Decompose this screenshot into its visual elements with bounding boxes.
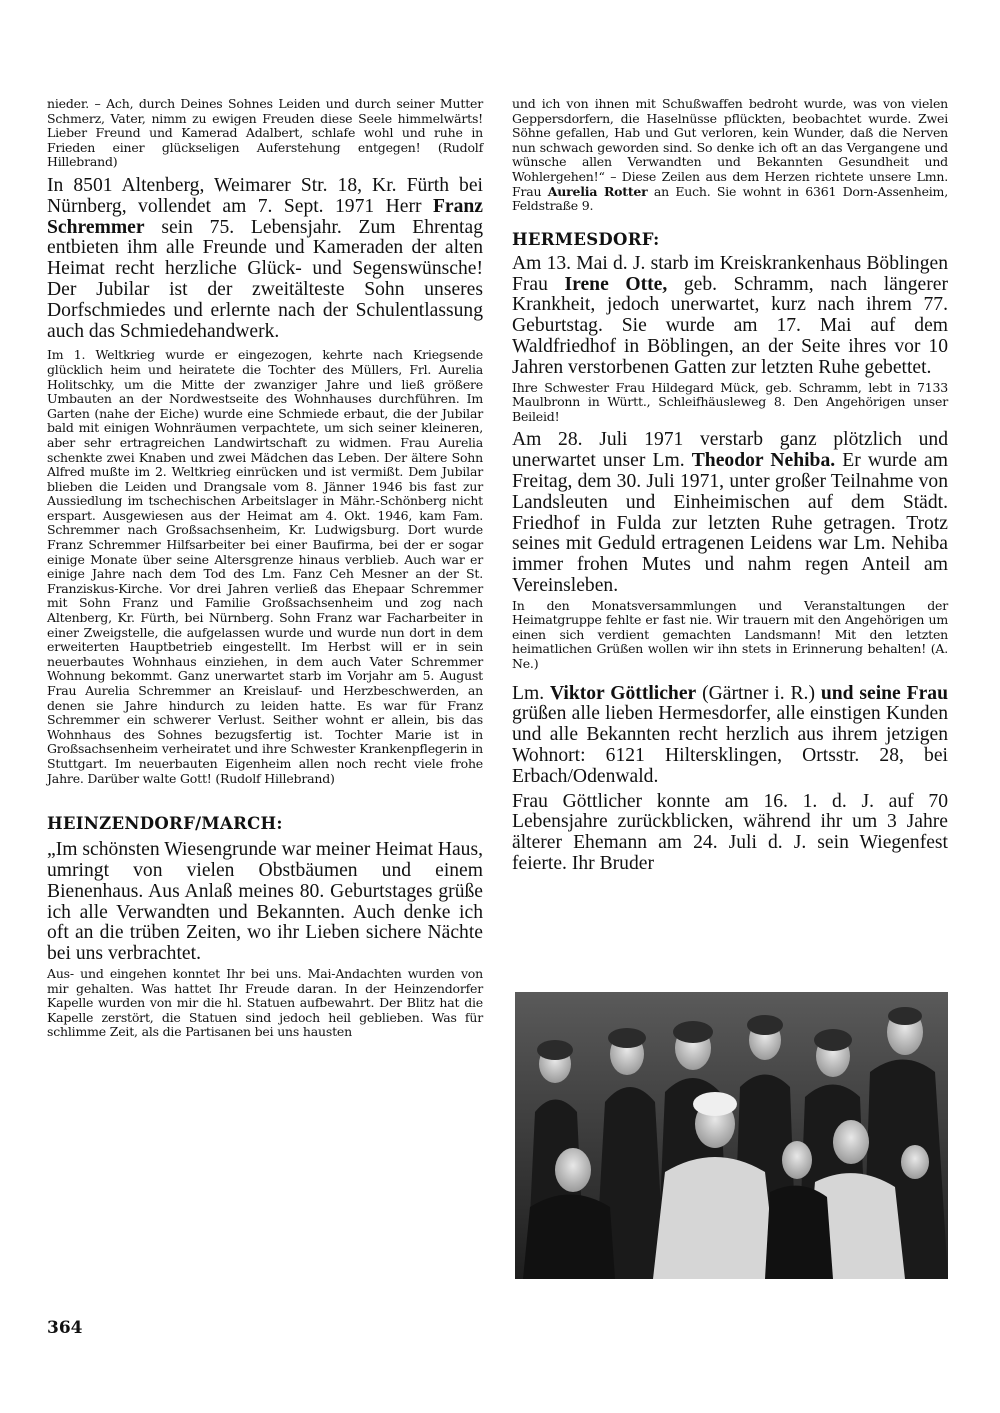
section-heading-heinzendorf: HEINZENDORF/MARCH: [47,814,283,834]
greeting-quote: „Im schönsten Wiesengrunde war meiner Heimat Haus, umringt von vielen Obstbäumen und einem Bienenhaus. Aus Anlaß meines 80. Geburtstages grüße ich alle Verwandten und Bekannten. Auch denke ich oft an die trüben Zeiten, wo ihr Lieben sichere Nächte bei uns verbrachtet. [47,839,483,965]
family-photo [515,992,948,1279]
section-heading-hermesdorf: HERMESDORF: [512,229,660,249]
notice-text-end: geb. Schramm, nach längerer Krankheit, jedoch unerwartet, kurz nach ihrem 77. Geburtstag. Sie wurde am 17. Mai auf dem Waldfriedhof in Böblingen, an der Seite ihres vor 10 Jahren verstorbenen Gatten zur letzten Ruhe gebettet. [512,273,948,378]
birthday-announcement [47,176,483,342]
continuation-text-end: an Euch. Sie wohnt in 6361 Dorn-Assenheim, Feldstraße 9. [512,183,948,214]
greeting-text-start: Lm. [512,682,545,704]
biography-paragraph: Im 1. Weltkrieg wurde er eingezogen, kehrte nach Kriegsende glücklich heim und heiratete die Tochter des Müllers, Frl. Aurelia Holitschky, um die Mitte der zwanziger Jahre und ließ größere Umbauten an der Nordwestseite des Wohnhauses durchführen. Im Garten (nahe der Eiche) wurde eine Schmiede erbaut, die der Jubilar bald mit einigen Wohnräumen verpachtete, um sich seiner kleineren, aber sehr ertragreichen Landwirtschaft zu widmen. Frau Aurelia schenkte zwei Knaben und zwei Mädchen das Leben. Der ältere Sohn Alfred mußte im 2. Weltkrieg einrücken und ist vermißt. Dem Jubilar blieben die Leiden und Drangsale vom 8. Jänner 1946 bis fast zur Aussiedlung im tschechischen Arbeitslager in Mähr.-Schönberg nicht erspart. Ausgewiesen aus der Heimat am 4. Okt. 1946, kam Fam. Schremmer nach Großsachsenheim, Kr. Ludwigsburg. Dort wurde Franz Schremmer Hilfsarbeiter bei einer Baufirma, bei der er sogar einige Monate über seine Altersgrenze hinaus verblieb. Auch war er einige Jahre nach dem Tod des Lm. Fanz Ceh Mesner an der St. Franziskus-Kirche. Vor drei Jahren verließ das Ehepaar Schremmer mit Sohn Franz und Familie Großsachsenheim und zog nach Altenberg, Kr. Fürth, bei Nürnberg. Sohn Franz war Facharbeiter in einer Zweigstelle, die aufgelassen wurde und wurde nun dort in dem erweiterten Hauptbetrieb eingestellt. Im Herbst will er in sein neuerbautes Wohnhaus einziehen, in dem auch Vater Schremmer Wohnung bekommt. Ganz unerwartet starb im Vorjahr am 5. August Frau Aurelia Schremmer an Kreislauf- und Herzbeschwerden, an denen sie Jahre hindurch zu leiden hatte. Es war für Franz Schremmer ein schwerer Verlust. Seither wohnt er allein, bis das Wohnhaus des Sohnes bezugsfertig ist. Tochter Marie ist in Großsachsenheim verheiratet und ihre Schwester Krankenpflegerin in Stuttgart. Im neuerbauten Eigenheim allen noch recht viele frohe Jahre. Darüber walte Gott! (Rudolf Hillebrand) [47,347,483,786]
anniversary-paragraph: Frau Göttlicher konnte am 16. 1. d. J. auf 70 Lebensjahre zurückblicken, während ihr um 3 Jahre älterer Ehemann am 24. Juli d. J. sein Wiegenfest feierte. Ihr Bruder [512,790,948,875]
obituary-closing-paragraph: nieder. – Ach, durch Deines Sohnes Leiden und durch seiner Mutter Schmerz, Vater, nimm zu ewigen Freuden diese Seele himmelwärts! Lieber Freund und Kamerad Adalbert, schlafe wohl und ruhe in Frieden einer glückseligen Auferstehung entgegen! (Rudolf Hillebrand) [47,96,483,170]
left-column [47,97,483,1040]
person-name: Franz Schremmer [47,195,483,238]
notice-text-start: Am 28. Juli 1971 verstarb ganz plötzlich und unerwartet unser Lm. [512,429,948,472]
person-name: Irene Otte, [564,273,668,295]
greeting-memories: Aus- und eingehen konntet Ihr bei uns. Mai-Andachten wurden von mir gehalten. Was hattet Ihr Freude daran. In der Heinzendorfer Kapelle wurden von mir die hl. Statuen aufbewahrt. Der Blitz hat die Kapelle zerstört, die Statuen sind jedoch heil geblieben. Was für schlimme Zeit, als die Partisanen bei uns hausten [47,965,483,1040]
death-notice-nehiba [512,430,948,596]
person-name: Viktor Göttlicher [549,682,697,704]
notice-text-end: Er wurde am Freitag, dem 30. Juli 1971, unter großer Teilnahme von Landsleuten und Einheimischen auf dem Städt. Friedhof in Fulda zur letzten Ruhe getragen. Trotz seines mit Geduld ertragenen Leidens war Lm. Nehiba immer frohen Mutes und nahm regen Anteil am Vereinsleben. [512,450,948,596]
death-notice-otte [512,254,948,379]
page-number: 364 [47,1318,83,1338]
mourning-paragraph: In den Monatsversammlungen und Veranstaltungen der Heimatgruppe fehlte er fast nie. Wir trauern mit den Angehörigen um einen sich verdient gemachten Landsmann! Mit den letzten heimatlichen Grüßen wollen wir ihn stets in Erinnerung behalten! (A. Ne.) [512,597,948,672]
condolence-paragraph: Ihre Schwester Frau Hildegard Mück, geb. Schramm, lebt in 7133 Maulbronn in Württ., Schleifhäusleweg 8. Den Angehörigen unser Beileid! [512,379,948,424]
notice-text-start: Am 13. Mai d. J. starb im Kreiskrankenhaus Böblingen Frau [512,252,948,295]
greeting-continuation [512,97,948,214]
person-name: Aurelia Rotter [547,183,648,199]
right-column [512,97,948,875]
occupation-note: (Gärtner i. R.) [702,682,815,704]
continuation-text-start: und ich von ihnen mit Schußwaffen bedroht wurde, was von vielen Geppersdorfern, die Haselnüsse pflückten, beobachtet wurde. Zwei Söhne gefallen, Hab und Gut verloren, kein Wunder, daß die Nerven nun schwach geworden sind. So denke ich oft an das Vergangene und wünsche allen Verwandten und Bekannten Gesundheit und Wohlergehen!“ – Diese Zeilen aus dem Herzen richtete unsere Lmn. Frau [512,96,948,199]
spouse-mention: und seine Frau [820,682,948,704]
announcement-text-end: sein 75. Lebensjahr. Zum Ehrentag entbieten ihm alle Freunde und Kameraden der alten Heimat recht herzliche Glück- und Segenswünsche! Der Jubilar ist der zweitälteste Sohn unseres Dorfschmiedes und erlernte nach der Schulentlassung auch das Schmiedehandwerk. [47,216,483,342]
announcement-text-start: In 8501 Altenberg, Weimarer Str. 18, Kr. Fürth bei Nürnberg, vollendet am 7. Sept. 1971 Herr [47,174,483,217]
greeting-goettlicher [512,684,948,788]
greeting-text-end: grüßen alle lieben Hermesdorfer, alle einstigen Kunden und alle Bekannten recht herzlich aus ihrem jetzigen Wohnort: 6121 Hiltersklingen, Ortsstr. 28, bei Erbach/Odenwald. [512,703,948,787]
person-name: Theodor Nehiba. [691,450,836,472]
